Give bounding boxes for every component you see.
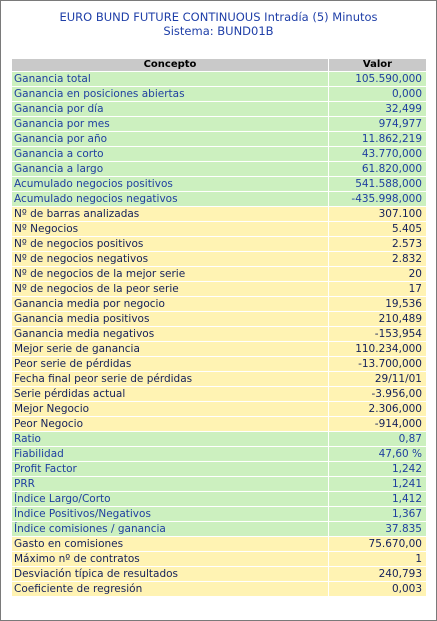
row-value: 47,60 %: [329, 447, 426, 461]
row-value: 974,977: [329, 117, 426, 131]
row-value: 0,000: [329, 87, 426, 101]
results-table-container: [11, 58, 425, 597]
row-value: 110.234,000: [329, 342, 426, 356]
row-value: 2.573: [329, 237, 426, 251]
table-row: [12, 102, 426, 116]
table-row: [12, 387, 426, 401]
report-title: EURO BUND FUTURE CONTINUOUS Intradía (5) Minutos: [59, 10, 378, 24]
row-value: 0,87: [329, 432, 426, 446]
system-name: Sistema: BUND01B: [163, 24, 274, 38]
row-label: Nº de negocios de la peor serie: [12, 282, 328, 296]
row-value: 43.770,000: [329, 147, 426, 161]
row-label: Índice Largo/Corto: [12, 492, 328, 506]
row-value: 1,367: [329, 507, 426, 521]
row-label: Ganancia a corto: [12, 147, 328, 161]
table-row: [12, 192, 426, 206]
table-row: [12, 477, 426, 491]
table-row: [12, 432, 426, 446]
table-row: [12, 312, 426, 326]
table-row: [12, 327, 426, 341]
row-value: -13.700,000: [329, 357, 426, 371]
table-row: [12, 297, 426, 311]
row-label: Ganancia media por negocio: [12, 297, 328, 311]
row-value: 11.862,219: [329, 132, 426, 146]
report-header: [1, 1, 436, 38]
row-label: Ganancia total: [12, 72, 328, 86]
table-row: [12, 237, 426, 251]
table-row: [12, 492, 426, 506]
row-value: 105.590,000: [329, 72, 426, 86]
table-row: [12, 417, 426, 431]
row-value: -914,000: [329, 417, 426, 431]
row-value: 240,793: [329, 567, 426, 581]
table-row: [12, 537, 426, 551]
row-label: Mejor Negocio: [12, 402, 328, 416]
row-label: Acumulado negocios positivos: [12, 177, 328, 191]
row-value: 2.306,000: [329, 402, 426, 416]
table-row: [12, 402, 426, 416]
table-row: [12, 342, 426, 356]
row-label: Acumulado negocios negativos: [12, 192, 328, 206]
row-label: Fecha final peor serie de pérdidas: [12, 372, 328, 386]
table-row: [12, 372, 426, 386]
row-value: 75.670,00: [329, 537, 426, 551]
table-row: [12, 582, 426, 596]
row-label: Nº de negocios negativos: [12, 252, 328, 266]
table-row: [12, 552, 426, 566]
row-label: PRR: [12, 477, 328, 491]
row-value: -3.956,00: [329, 387, 426, 401]
row-label: Índice comisiones / ganancia: [12, 522, 328, 536]
row-label: Nº de negocios positivos: [12, 237, 328, 251]
table-row: [12, 522, 426, 536]
column-header-valor: Valor: [329, 59, 426, 71]
row-label: Nº de negocios de la mejor serie: [12, 267, 328, 281]
row-label: Ganancia media negativos: [12, 327, 328, 341]
row-value: -435.998,000: [329, 192, 426, 206]
table-body: [12, 72, 426, 596]
table-row: [12, 357, 426, 371]
table-row: [12, 282, 426, 296]
row-label: Profit Factor: [12, 462, 328, 476]
table-row: [12, 462, 426, 476]
table-row: [12, 222, 426, 236]
row-value: 1,241: [329, 477, 426, 491]
table-row: [12, 567, 426, 581]
row-label: Fiabilidad: [12, 447, 328, 461]
row-value: 19,536: [329, 297, 426, 311]
table-row: [12, 507, 426, 521]
row-label: Nº Negocios: [12, 222, 328, 236]
row-value: 1: [329, 552, 426, 566]
row-value: -153,954: [329, 327, 426, 341]
row-label: Ganancia por día: [12, 102, 328, 116]
row-value: 17: [329, 282, 426, 296]
row-value: 37.835: [329, 522, 426, 536]
row-value: 0,003: [329, 582, 426, 596]
table-row: [12, 267, 426, 281]
row-label: Índice Positivos/Negativos: [12, 507, 328, 521]
row-label: Mejor serie de ganancia: [12, 342, 328, 356]
table-row: [12, 132, 426, 146]
row-value: 307.100: [329, 207, 426, 221]
row-value: 541.588,000: [329, 177, 426, 191]
table-row: [12, 147, 426, 161]
table-row: [12, 252, 426, 266]
row-label: Desviación típica de resultados: [12, 567, 328, 581]
row-label: Ganancia por año: [12, 132, 328, 146]
row-value: 32,499: [329, 102, 426, 116]
row-label: Ganancia a largo: [12, 162, 328, 176]
row-label: Nº de barras analizadas: [12, 207, 328, 221]
table-row: [12, 207, 426, 221]
table-header-row: [12, 59, 426, 71]
row-value: 1,412: [329, 492, 426, 506]
row-label: Ganancia media positivos: [12, 312, 328, 326]
row-value: 210,489: [329, 312, 426, 326]
row-value: 20: [329, 267, 426, 281]
row-label: Coeficiente de regresión: [12, 582, 328, 596]
table-row: [12, 72, 426, 86]
row-value: 29/11/01: [329, 372, 426, 386]
column-header-concepto: Concepto: [12, 59, 328, 71]
row-label: Peor serie de pérdidas: [12, 357, 328, 371]
table-row: [12, 162, 426, 176]
row-label: Gasto en comisiones: [12, 537, 328, 551]
row-value: 1,242: [329, 462, 426, 476]
row-label: Ganancia por mes: [12, 117, 328, 131]
row-value: 5.405: [329, 222, 426, 236]
table-row: [12, 447, 426, 461]
row-label: Ratio: [12, 432, 328, 446]
row-label: Ganancia en posiciones abiertas: [12, 87, 328, 101]
table-row: [12, 177, 426, 191]
results-table: [11, 58, 427, 597]
row-value: 2.832: [329, 252, 426, 266]
row-label: Serie pérdidas actual: [12, 387, 328, 401]
row-label: Peor Negocio: [12, 417, 328, 431]
table-row: [12, 87, 426, 101]
row-label: Máximo nº de contratos: [12, 552, 328, 566]
table-row: [12, 117, 426, 131]
row-value: 61.820,000: [329, 162, 426, 176]
